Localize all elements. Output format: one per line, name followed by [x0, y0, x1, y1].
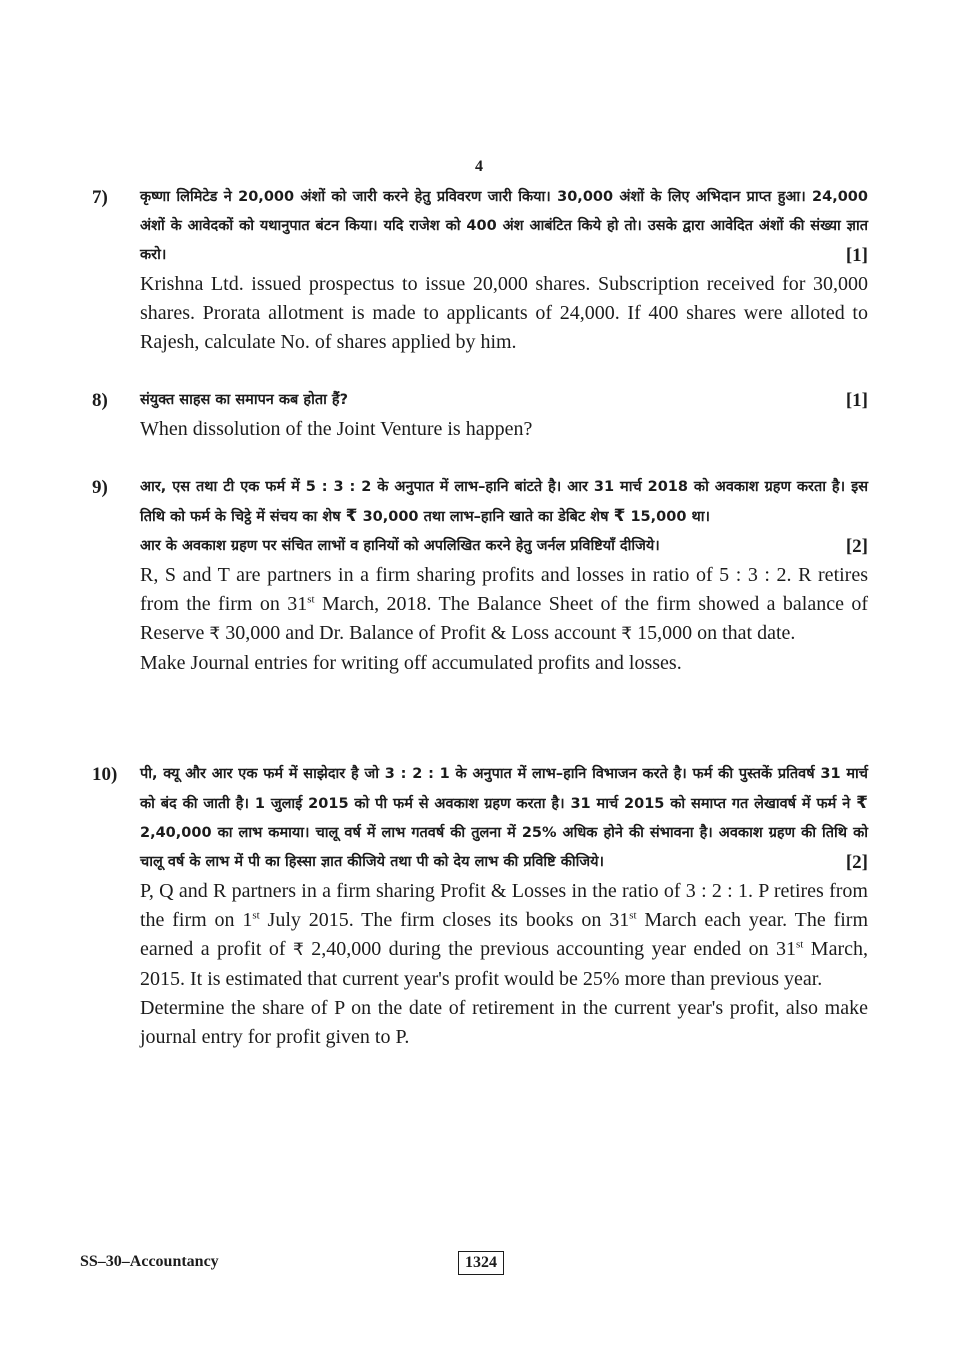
question-8: [92, 386, 868, 444]
question-7: [92, 183, 868, 357]
question-number: 9): [92, 477, 108, 498]
question-english-instruction: Make Journal entries for writing off accumulated profits and losses.: [140, 652, 682, 674]
question-number: 10): [92, 764, 118, 785]
question-9: [92, 473, 868, 678]
page-number: 4: [475, 158, 483, 175]
rupee-symbol: ₹: [209, 624, 221, 644]
footer-subject: SS–30–Accountancy: [80, 1253, 219, 1270]
question-hindi-instruction: आर के अवकाश ग्रहण पर संचित लाभों व हानियों को अपलिखित करने हेतु जर्नल प्रविष्टियाँ दीजिये। [2]: [140, 532, 868, 561]
marks-label: [1]: [845, 245, 868, 266]
rupee-symbol: ₹: [856, 793, 868, 813]
question-english-text: P, Q and R partners in a firm sharing Profit & Losses in the ratio of 3 : 2 : 1. P retires from the firm on 1st July 2015. The firm closes its books on 31st March each year. The firm earned a profit of ₹ 2,40,000 during the previous accounting year ended on 31st March, 2015. It is estimated that current year's profit would be 25% more than previous year.: [140, 880, 869, 990]
question-hindi-text: कृष्णा लिमिटेड ने 20,000 अंशों को जारी करने हेतु प्रविवरण जारी किया। 30,000 अंशों के लिए अभिदान प्राप्त हुआ। 24,000 अंशों के आवेदकों को यथानुपात बंटन किया। यदि राजेश को 400 अंश आबंटित किये हो तो। उसके द्वारा आवेदित अंशों की संख्या ज्ञात करो। [1]: [140, 183, 868, 270]
rupee-symbol: ₹: [292, 940, 304, 960]
marks-label: [1]: [845, 390, 868, 411]
question-number: 8): [92, 390, 108, 411]
rupee-symbol: ₹: [345, 506, 358, 526]
footer-page-code: 1324: [458, 1251, 504, 1275]
question-hindi-text: आर, एस तथा टी एक फर्म में 5 : 3 : 2 के अनुपात में लाभ–हानि बांटते है। आर 31 मार्च 2018 को अवकाश ग्रहण करता है। इस तिथि को फर्म के चिट्ठे में संचय का शेष ₹ 30,000 तथा लाभ–हानि खाते का डेबिट शेष ₹ 15,000 था।: [140, 479, 868, 526]
question-hindi-text: पी, क्यू और आर एक फर्म में साझेदार है जो 3 : 2 : 1 के अनुपात में लाभ–हानि विभाजन करते है। फर्म की पुस्तकें प्रतिवर्ष 31 मार्च को बंद की जाती है। 1 जुलाई 2015 को पी फर्म से अवकाश ग्रहण करता है। 31 मार्च 2015 को समाप्त गत लेखावर्ष में फर्म ने ₹ 2,40,000 का लाभ कमाया। चालू वर्ष में लाभ गतवर्ष की तुलना में 25% अधिक होने की संभावना है। अवकाश ग्रहण की तिथि को चालू वर्ष के लाभ में पी का हिस्सा ज्ञात कीजिये तथा पी को देय लाभ की प्रविष्टि कीजिये। [2]: [140, 760, 868, 877]
question-english-instruction: Determine the share of P on the date of retirement in the current year's profit, also make journal entry for profit given to P.: [140, 997, 868, 1048]
question-hindi-text: संयुक्त साहस का समापन कब होता हैं? [1]: [140, 386, 868, 415]
rupee-symbol: ₹: [613, 506, 626, 526]
question-number: 7): [92, 187, 108, 208]
marks-label: [2]: [845, 536, 868, 557]
question-english-text: When dissolution of the Joint Venture is happen?: [140, 418, 533, 440]
marks-label: [2]: [845, 852, 868, 873]
question-10: [92, 760, 868, 1052]
rupee-symbol: ₹: [621, 624, 633, 644]
question-english-text: R, S and T are partners in a firm sharing profits and losses in ratio of 5 : 3 : 2. R retires from the firm on 31st March, 2018. The Balance Sheet of the firm showed a balance of Reserve ₹ 30,000 and Dr. Balance of Profit & Loss account ₹ 15,000 on that date.: [140, 564, 869, 644]
question-english-text: Krishna Ltd. issued prospectus to issue 20,000 shares. Subscription received for 30,000 shares. Prorata allotment is made to applicants of 24,000. If 400 shares were alloted to Rajesh, calculate No. of shares applied by him.: [140, 273, 868, 353]
